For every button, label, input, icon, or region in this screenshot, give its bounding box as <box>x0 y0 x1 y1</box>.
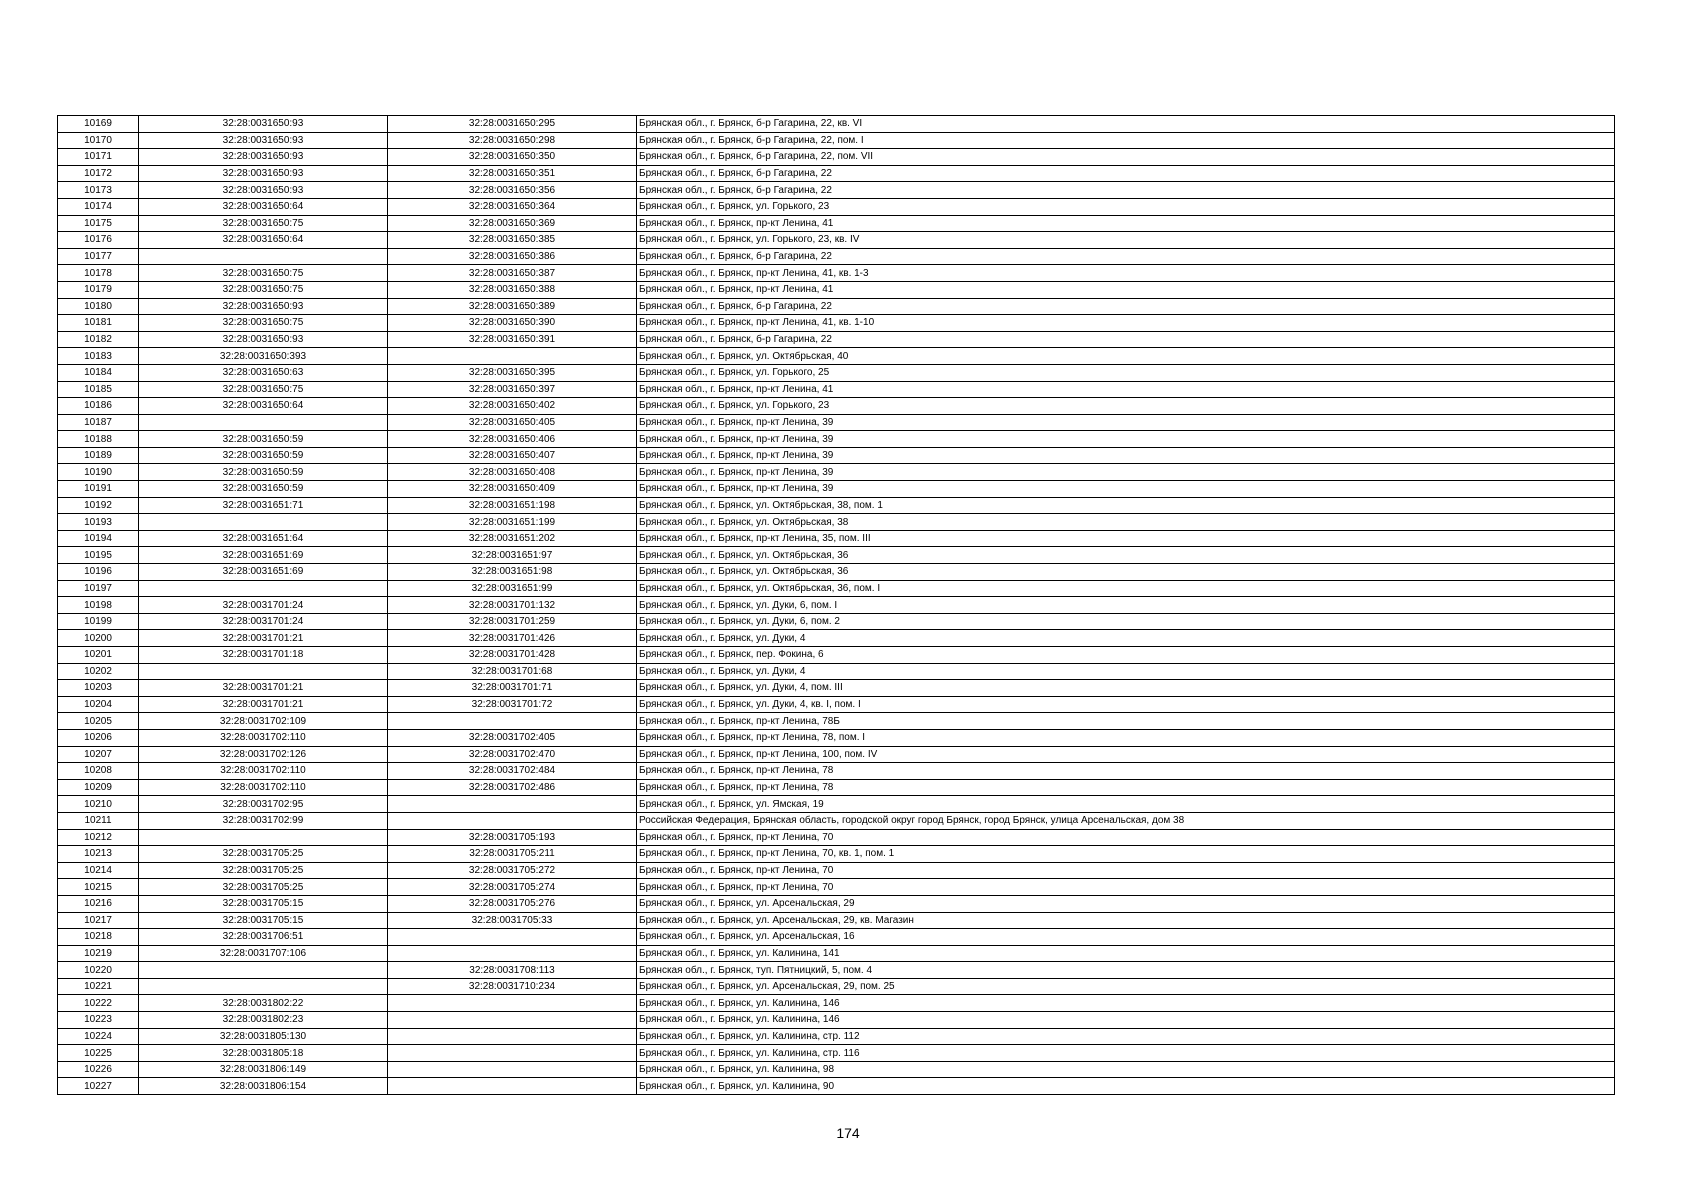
address-cell: Брянская обл., г. Брянск, пр-кт Ленина, 39 <box>637 464 1615 481</box>
table-row <box>58 862 1615 879</box>
object-cadastral-cell <box>388 348 637 365</box>
land-plot-cadastral-cell: 32:28:0031651:69 <box>139 547 388 564</box>
table-row <box>58 763 1615 780</box>
row-number-cell: 10222 <box>58 995 139 1012</box>
table-row <box>58 680 1615 697</box>
land-plot-cadastral-cell: 32:28:0031702:95 <box>139 796 388 813</box>
land-plot-cadastral-cell: 32:28:0031701:24 <box>139 613 388 630</box>
row-number-cell: 10182 <box>58 331 139 348</box>
address-cell: Брянская обл., г. Брянск, пр-кт Ленина, 41 <box>637 215 1615 232</box>
object-cadastral-cell: 32:28:0031651:99 <box>388 580 637 597</box>
table-row <box>58 248 1615 265</box>
object-cadastral-cell: 32:28:0031650:385 <box>388 232 637 249</box>
land-plot-cadastral-cell: 32:28:0031650:75 <box>139 265 388 282</box>
address-cell: Брянская обл., г. Брянск, ул. Дуки, 4 <box>637 663 1615 680</box>
object-cadastral-cell: 32:28:0031650:406 <box>388 431 637 448</box>
table-row <box>58 746 1615 763</box>
object-cadastral-cell: 32:28:0031705:33 <box>388 912 637 929</box>
table-row <box>58 149 1615 166</box>
row-number-cell: 10179 <box>58 281 139 298</box>
address-cell: Брянская обл., г. Брянск, ул. Калинина, 90 <box>637 1078 1615 1095</box>
object-cadastral-cell: 32:28:0031702:486 <box>388 779 637 796</box>
row-number-cell: 10201 <box>58 647 139 664</box>
address-cell: Брянская обл., г. Брянск, ул. Калинина, 141 <box>637 945 1615 962</box>
object-cadastral-cell: 32:28:0031651:202 <box>388 530 637 547</box>
table-row <box>58 613 1615 630</box>
table-row <box>58 995 1615 1012</box>
land-plot-cadastral-cell: 32:28:0031650:59 <box>139 481 388 498</box>
land-plot-cadastral-cell: 32:28:0031702:110 <box>139 763 388 780</box>
object-cadastral-cell <box>388 1078 637 1095</box>
row-number-cell: 10170 <box>58 132 139 149</box>
table-row <box>58 464 1615 481</box>
land-plot-cadastral-cell: 32:28:0031650:93 <box>139 116 388 133</box>
object-cadastral-cell: 32:28:0031650:390 <box>388 315 637 332</box>
row-number-cell: 10172 <box>58 165 139 182</box>
table-row <box>58 165 1615 182</box>
row-number-cell: 10187 <box>58 414 139 431</box>
table-row <box>58 315 1615 332</box>
object-cadastral-cell: 32:28:0031651:97 <box>388 547 637 564</box>
table-row <box>58 796 1615 813</box>
row-number-cell: 10196 <box>58 564 139 581</box>
table-row <box>58 696 1615 713</box>
row-number-cell: 10175 <box>58 215 139 232</box>
land-plot-cadastral-cell: 32:28:0031701:21 <box>139 680 388 697</box>
row-number-cell: 10219 <box>58 945 139 962</box>
address-cell: Брянская обл., г. Брянск, ул. Октябрьская, 40 <box>637 348 1615 365</box>
table-row <box>58 630 1615 647</box>
land-plot-cadastral-cell: 32:28:0031802:23 <box>139 1012 388 1029</box>
object-cadastral-cell: 32:28:0031650:391 <box>388 331 637 348</box>
row-number-cell: 10214 <box>58 862 139 879</box>
row-number-cell: 10204 <box>58 696 139 713</box>
row-number-cell: 10180 <box>58 298 139 315</box>
land-plot-cadastral-cell: 32:28:0031650:75 <box>139 381 388 398</box>
object-cadastral-cell: 32:28:0031701:426 <box>388 630 637 647</box>
address-cell: Брянская обл., г. Брянск, б-р Гагарина, 22 <box>637 298 1615 315</box>
object-cadastral-cell: 32:28:0031701:72 <box>388 696 637 713</box>
row-number-cell: 10173 <box>58 182 139 199</box>
table-row <box>58 1012 1615 1029</box>
address-cell: Брянская обл., г. Брянск, ул. Ямская, 19 <box>637 796 1615 813</box>
object-cadastral-cell: 32:28:0031702:484 <box>388 763 637 780</box>
land-plot-cadastral-cell: 32:28:0031701:21 <box>139 630 388 647</box>
object-cadastral-cell <box>388 713 637 730</box>
land-plot-cadastral-cell: 32:28:0031650:93 <box>139 149 388 166</box>
land-plot-cadastral-cell: 32:28:0031702:126 <box>139 746 388 763</box>
row-number-cell: 10206 <box>58 729 139 746</box>
row-number-cell: 10220 <box>58 962 139 979</box>
address-cell: Брянская обл., г. Брянск, ул. Горького, 23 <box>637 198 1615 215</box>
table-row <box>58 929 1615 946</box>
land-plot-cadastral-cell: 32:28:0031705:25 <box>139 846 388 863</box>
land-plot-cadastral-cell: 32:28:0031650:93 <box>139 132 388 149</box>
object-cadastral-cell: 32:28:0031650:351 <box>388 165 637 182</box>
address-cell: Брянская обл., г. Брянск, пр-кт Ленина, 39 <box>637 447 1615 464</box>
row-number-cell: 10169 <box>58 116 139 133</box>
object-cadastral-cell: 32:28:0031650:295 <box>388 116 637 133</box>
table-row <box>58 431 1615 448</box>
row-number-cell: 10213 <box>58 846 139 863</box>
object-cadastral-cell: 32:28:0031650:409 <box>388 481 637 498</box>
land-plot-cadastral-cell: 32:28:0031650:93 <box>139 165 388 182</box>
row-number-cell: 10190 <box>58 464 139 481</box>
object-cadastral-cell <box>388 929 637 946</box>
address-cell: Брянская обл., г. Брянск, пр-кт Ленина, 70 <box>637 879 1615 896</box>
address-cell: Брянская обл., г. Брянск, пр-кт Ленина, 70 <box>637 829 1615 846</box>
land-plot-cadastral-cell: 32:28:0031806:154 <box>139 1078 388 1095</box>
row-number-cell: 10224 <box>58 1028 139 1045</box>
row-number-cell: 10221 <box>58 978 139 995</box>
object-cadastral-cell: 32:28:0031650:408 <box>388 464 637 481</box>
table-row <box>58 879 1615 896</box>
address-cell: Брянская обл., г. Брянск, ул. Арсенальская, 29, кв. Магазин <box>637 912 1615 929</box>
table-row <box>58 829 1615 846</box>
land-plot-cadastral-cell: 32:28:0031650:64 <box>139 232 388 249</box>
address-cell: Брянская обл., г. Брянск, пер. Фокина, 6 <box>637 647 1615 664</box>
land-plot-cadastral-cell: 32:28:0031651:64 <box>139 530 388 547</box>
row-number-cell: 10197 <box>58 580 139 597</box>
address-cell: Брянская обл., г. Брянск, ул. Октябрьская, 36 <box>637 564 1615 581</box>
land-plot-cadastral-cell: 32:28:0031702:99 <box>139 812 388 829</box>
row-number-cell: 10191 <box>58 481 139 498</box>
row-number-cell: 10226 <box>58 1061 139 1078</box>
address-cell: Брянская обл., г. Брянск, пр-кт Ленина, 35, пом. III <box>637 530 1615 547</box>
address-cell: Брянская обл., г. Брянск, ул. Арсенальская, 29 <box>637 895 1615 912</box>
object-cadastral-cell: 32:28:0031701:259 <box>388 613 637 630</box>
address-cell: Брянская обл., г. Брянск, ул. Горького, 23 <box>637 398 1615 415</box>
object-cadastral-cell: 32:28:0031710:234 <box>388 978 637 995</box>
row-number-cell: 10223 <box>58 1012 139 1029</box>
address-cell: Брянская обл., г. Брянск, ул. Калинина, стр. 116 <box>637 1045 1615 1062</box>
object-cadastral-cell: 32:28:0031705:274 <box>388 879 637 896</box>
object-cadastral-cell: 32:28:0031650:387 <box>388 265 637 282</box>
address-cell: Брянская обл., г. Брянск, б-р Гагарина, 22 <box>637 165 1615 182</box>
table-row <box>58 132 1615 149</box>
object-cadastral-cell: 32:28:0031702:470 <box>388 746 637 763</box>
table-row <box>58 116 1615 133</box>
land-plot-cadastral-cell: 32:28:0031650:75 <box>139 281 388 298</box>
land-plot-cadastral-cell: 32:28:0031650:63 <box>139 364 388 381</box>
object-cadastral-cell <box>388 1061 637 1078</box>
address-cell: Брянская обл., г. Брянск, ул. Калинина, стр. 112 <box>637 1028 1615 1045</box>
address-cell: Брянская обл., г. Брянск, б-р Гагарина, 22 <box>637 182 1615 199</box>
land-plot-cadastral-cell: 32:28:0031702:110 <box>139 779 388 796</box>
object-cadastral-cell: 32:28:0031650:350 <box>388 149 637 166</box>
address-cell: Брянская обл., г. Брянск, туп. Пятницкий, 5, пом. 4 <box>637 962 1615 979</box>
land-plot-cadastral-cell: 32:28:0031650:93 <box>139 331 388 348</box>
object-cadastral-cell: 32:28:0031650:388 <box>388 281 637 298</box>
address-cell: Брянская обл., г. Брянск, ул. Горького, 23, кв. IV <box>637 232 1615 249</box>
object-cadastral-cell: 32:28:0031650:369 <box>388 215 637 232</box>
table-row <box>58 580 1615 597</box>
address-cell: Брянская обл., г. Брянск, ул. Калинина, 146 <box>637 995 1615 1012</box>
address-cell: Брянская обл., г. Брянск, пр-кт Ленина, 78, пом. I <box>637 729 1615 746</box>
table-row <box>58 331 1615 348</box>
object-cadastral-cell: 32:28:0031651:98 <box>388 564 637 581</box>
land-plot-cadastral-cell <box>139 414 388 431</box>
table-row <box>58 481 1615 498</box>
cadastral-table <box>57 115 1615 1095</box>
land-plot-cadastral-cell: 32:28:0031650:75 <box>139 215 388 232</box>
address-cell: Брянская обл., г. Брянск, ул. Дуки, 6, пом. 2 <box>637 613 1615 630</box>
address-cell: Брянская обл., г. Брянск, б-р Гагарина, 22, пом. VII <box>637 149 1615 166</box>
land-plot-cadastral-cell: 32:28:0031707:106 <box>139 945 388 962</box>
row-number-cell: 10176 <box>58 232 139 249</box>
row-number-cell: 10183 <box>58 348 139 365</box>
row-number-cell: 10192 <box>58 497 139 514</box>
object-cadastral-cell: 32:28:0031650:402 <box>388 398 637 415</box>
row-number-cell: 10199 <box>58 613 139 630</box>
table-row <box>58 1078 1615 1095</box>
object-cadastral-cell: 32:28:0031651:199 <box>388 514 637 531</box>
address-cell: Брянская обл., г. Брянск, пр-кт Ленина, 41, кв. 1-10 <box>637 315 1615 332</box>
land-plot-cadastral-cell <box>139 514 388 531</box>
address-cell: Брянская обл., г. Брянск, пр-кт Ленина, 100, пом. IV <box>637 746 1615 763</box>
address-cell: Российская Федерация, Брянская область, городской округ город Брянск, город Брянск, улица Арсенальская, дом 38 <box>637 812 1615 829</box>
land-plot-cadastral-cell <box>139 962 388 979</box>
land-plot-cadastral-cell <box>139 580 388 597</box>
address-cell: Брянская обл., г. Брянск, б-р Гагарина, 22 <box>637 331 1615 348</box>
row-number-cell: 10171 <box>58 149 139 166</box>
land-plot-cadastral-cell: 32:28:0031806:149 <box>139 1061 388 1078</box>
object-cadastral-cell <box>388 1045 637 1062</box>
row-number-cell: 10218 <box>58 929 139 946</box>
land-plot-cadastral-cell: 32:28:0031701:24 <box>139 597 388 614</box>
table-row <box>58 530 1615 547</box>
row-number-cell: 10210 <box>58 796 139 813</box>
object-cadastral-cell: 32:28:0031650:386 <box>388 248 637 265</box>
object-cadastral-cell: 32:28:0031650:395 <box>388 364 637 381</box>
table-row <box>58 779 1615 796</box>
land-plot-cadastral-cell: 32:28:0031650:64 <box>139 398 388 415</box>
land-plot-cadastral-cell: 32:28:0031802:22 <box>139 995 388 1012</box>
object-cadastral-cell: 32:28:0031650:407 <box>388 447 637 464</box>
address-cell: Брянская обл., г. Брянск, пр-кт Ленина, 39 <box>637 431 1615 448</box>
object-cadastral-cell: 32:28:0031701:68 <box>388 663 637 680</box>
row-number-cell: 10186 <box>58 398 139 415</box>
land-plot-cadastral-cell: 32:28:0031650:93 <box>139 182 388 199</box>
table-row <box>58 1061 1615 1078</box>
object-cadastral-cell: 32:28:0031650:356 <box>388 182 637 199</box>
object-cadastral-cell <box>388 945 637 962</box>
address-cell: Брянская обл., г. Брянск, ул. Октябрьская, 38, пом. 1 <box>637 497 1615 514</box>
table-row <box>58 1045 1615 1062</box>
table-row <box>58 364 1615 381</box>
table-row <box>58 298 1615 315</box>
address-cell: Брянская обл., г. Брянск, пр-кт Ленина, 78 <box>637 779 1615 796</box>
row-number-cell: 10194 <box>58 530 139 547</box>
row-number-cell: 10177 <box>58 248 139 265</box>
table-row <box>58 564 1615 581</box>
table-row <box>58 414 1615 431</box>
row-number-cell: 10198 <box>58 597 139 614</box>
row-number-cell: 10202 <box>58 663 139 680</box>
table-body <box>58 116 1615 1095</box>
object-cadastral-cell <box>388 1028 637 1045</box>
address-cell: Брянская обл., г. Брянск, пр-кт Ленина, 78Б <box>637 713 1615 730</box>
table-row <box>58 713 1615 730</box>
table-row <box>58 198 1615 215</box>
object-cadastral-cell: 32:28:0031650:397 <box>388 381 637 398</box>
land-plot-cadastral-cell <box>139 829 388 846</box>
land-plot-cadastral-cell: 32:28:0031701:18 <box>139 647 388 664</box>
land-plot-cadastral-cell: 32:28:0031651:69 <box>139 564 388 581</box>
address-cell: Брянская обл., г. Брянск, ул. Октябрьская, 38 <box>637 514 1615 531</box>
table-row <box>58 912 1615 929</box>
table-row <box>58 846 1615 863</box>
table-row <box>58 497 1615 514</box>
table-row <box>58 547 1615 564</box>
land-plot-cadastral-cell: 32:28:0031702:110 <box>139 729 388 746</box>
row-number-cell: 10225 <box>58 1045 139 1062</box>
row-number-cell: 10207 <box>58 746 139 763</box>
row-number-cell: 10193 <box>58 514 139 531</box>
row-number-cell: 10181 <box>58 315 139 332</box>
table-row <box>58 381 1615 398</box>
land-plot-cadastral-cell: 32:28:0031650:59 <box>139 447 388 464</box>
address-cell: Брянская обл., г. Брянск, ул. Горького, 25 <box>637 364 1615 381</box>
row-number-cell: 10205 <box>58 713 139 730</box>
row-number-cell: 10200 <box>58 630 139 647</box>
table-row <box>58 447 1615 464</box>
table-row <box>58 281 1615 298</box>
object-cadastral-cell: 32:28:0031705:193 <box>388 829 637 846</box>
object-cadastral-cell: 32:28:0031705:272 <box>388 862 637 879</box>
row-number-cell: 10203 <box>58 680 139 697</box>
row-number-cell: 10208 <box>58 763 139 780</box>
table-row <box>58 232 1615 249</box>
address-cell: Брянская обл., г. Брянск, пр-кт Ленина, 39 <box>637 481 1615 498</box>
table-row <box>58 182 1615 199</box>
object-cadastral-cell: 32:28:0031701:71 <box>388 680 637 697</box>
land-plot-cadastral-cell: 32:28:0031650:75 <box>139 315 388 332</box>
row-number-cell: 10188 <box>58 431 139 448</box>
table-row <box>58 265 1615 282</box>
row-number-cell: 10212 <box>58 829 139 846</box>
address-cell: Брянская обл., г. Брянск, б-р Гагарина, 22 <box>637 248 1615 265</box>
page-number: 174 <box>836 1125 860 1141</box>
table-row <box>58 663 1615 680</box>
table-row <box>58 1028 1615 1045</box>
land-plot-cadastral-cell: 32:28:0031805:18 <box>139 1045 388 1062</box>
table-row <box>58 647 1615 664</box>
table-row <box>58 945 1615 962</box>
object-cadastral-cell: 32:28:0031650:405 <box>388 414 637 431</box>
row-number-cell: 10211 <box>58 812 139 829</box>
address-cell: Брянская обл., г. Брянск, ул. Дуки, 4, пом. III <box>637 680 1615 697</box>
address-cell: Брянская обл., г. Брянск, ул. Калинина, 98 <box>637 1061 1615 1078</box>
land-plot-cadastral-cell <box>139 978 388 995</box>
table-row <box>58 597 1615 614</box>
address-cell: Брянская обл., г. Брянск, б-р Гагарина, 22, кв. VI <box>637 116 1615 133</box>
row-number-cell: 10227 <box>58 1078 139 1095</box>
land-plot-cadastral-cell: 32:28:0031651:71 <box>139 497 388 514</box>
land-plot-cadastral-cell: 32:28:0031650:93 <box>139 298 388 315</box>
object-cadastral-cell: 32:28:0031650:298 <box>388 132 637 149</box>
row-number-cell: 10185 <box>58 381 139 398</box>
land-plot-cadastral-cell: 32:28:0031705:15 <box>139 895 388 912</box>
table-row <box>58 729 1615 746</box>
address-cell: Брянская обл., г. Брянск, ул. Арсенальская, 29, пом. 25 <box>637 978 1615 995</box>
address-cell: Брянская обл., г. Брянск, пр-кт Ленина, 78 <box>637 763 1615 780</box>
row-number-cell: 10215 <box>58 879 139 896</box>
object-cadastral-cell: 32:28:0031705:211 <box>388 846 637 863</box>
address-cell: Брянская обл., г. Брянск, пр-кт Ленина, 41 <box>637 281 1615 298</box>
land-plot-cadastral-cell <box>139 248 388 265</box>
object-cadastral-cell <box>388 995 637 1012</box>
land-plot-cadastral-cell <box>139 663 388 680</box>
address-cell: Брянская обл., г. Брянск, ул. Дуки, 4, кв. I, пом. I <box>637 696 1615 713</box>
address-cell: Брянская обл., г. Брянск, ул. Арсенальская, 16 <box>637 929 1615 946</box>
table-row <box>58 514 1615 531</box>
row-number-cell: 10216 <box>58 895 139 912</box>
address-cell: Брянская обл., г. Брянск, пр-кт Ленина, 41, кв. 1-3 <box>637 265 1615 282</box>
land-plot-cadastral-cell: 32:28:0031706:51 <box>139 929 388 946</box>
address-cell: Брянская обл., г. Брянск, ул. Октябрьская, 36, пом. I <box>637 580 1615 597</box>
land-plot-cadastral-cell: 32:28:0031701:21 <box>139 696 388 713</box>
address-cell: Брянская обл., г. Брянск, ул. Октябрьская, 36 <box>637 547 1615 564</box>
row-number-cell: 10174 <box>58 198 139 215</box>
object-cadastral-cell: 32:28:0031650:389 <box>388 298 637 315</box>
land-plot-cadastral-cell: 32:28:0031702:109 <box>139 713 388 730</box>
object-cadastral-cell: 32:28:0031705:276 <box>388 895 637 912</box>
address-cell: Брянская обл., г. Брянск, б-р Гагарина, 22, пом. I <box>637 132 1615 149</box>
address-cell: Брянская обл., г. Брянск, ул. Дуки, 6, пом. I <box>637 597 1615 614</box>
land-plot-cadastral-cell: 32:28:0031705:25 <box>139 862 388 879</box>
object-cadastral-cell: 32:28:0031651:198 <box>388 497 637 514</box>
land-plot-cadastral-cell: 32:28:0031805:130 <box>139 1028 388 1045</box>
land-plot-cadastral-cell: 32:28:0031650:59 <box>139 464 388 481</box>
address-cell: Брянская обл., г. Брянск, ул. Дуки, 4 <box>637 630 1615 647</box>
object-cadastral-cell <box>388 796 637 813</box>
object-cadastral-cell <box>388 812 637 829</box>
land-plot-cadastral-cell: 32:28:0031650:64 <box>139 198 388 215</box>
object-cadastral-cell: 32:28:0031708:113 <box>388 962 637 979</box>
address-cell: Брянская обл., г. Брянск, пр-кт Ленина, 70 <box>637 862 1615 879</box>
table-row <box>58 398 1615 415</box>
row-number-cell: 10209 <box>58 779 139 796</box>
row-number-cell: 10189 <box>58 447 139 464</box>
object-cadastral-cell <box>388 1012 637 1029</box>
table-row <box>58 812 1615 829</box>
land-plot-cadastral-cell: 32:28:0031705:25 <box>139 879 388 896</box>
land-plot-cadastral-cell: 32:28:0031650:59 <box>139 431 388 448</box>
table-row <box>58 978 1615 995</box>
table-row <box>58 895 1615 912</box>
row-number-cell: 10195 <box>58 547 139 564</box>
land-plot-cadastral-cell: 32:28:0031650:393 <box>139 348 388 365</box>
land-plot-cadastral-cell: 32:28:0031705:15 <box>139 912 388 929</box>
table-row <box>58 348 1615 365</box>
table-row <box>58 215 1615 232</box>
address-cell: Брянская обл., г. Брянск, пр-кт Ленина, 41 <box>637 381 1615 398</box>
table-row <box>58 962 1615 979</box>
object-cadastral-cell: 32:28:0031701:132 <box>388 597 637 614</box>
object-cadastral-cell: 32:28:0031650:364 <box>388 198 637 215</box>
address-cell: Брянская обл., г. Брянск, пр-кт Ленина, 39 <box>637 414 1615 431</box>
address-cell: Брянская обл., г. Брянск, ул. Калинина, 146 <box>637 1012 1615 1029</box>
row-number-cell: 10184 <box>58 364 139 381</box>
object-cadastral-cell: 32:28:0031702:405 <box>388 729 637 746</box>
row-number-cell: 10178 <box>58 265 139 282</box>
object-cadastral-cell: 32:28:0031701:428 <box>388 647 637 664</box>
row-number-cell: 10217 <box>58 912 139 929</box>
address-cell: Брянская обл., г. Брянск, пр-кт Ленина, 70, кв. 1, пом. 1 <box>637 846 1615 863</box>
